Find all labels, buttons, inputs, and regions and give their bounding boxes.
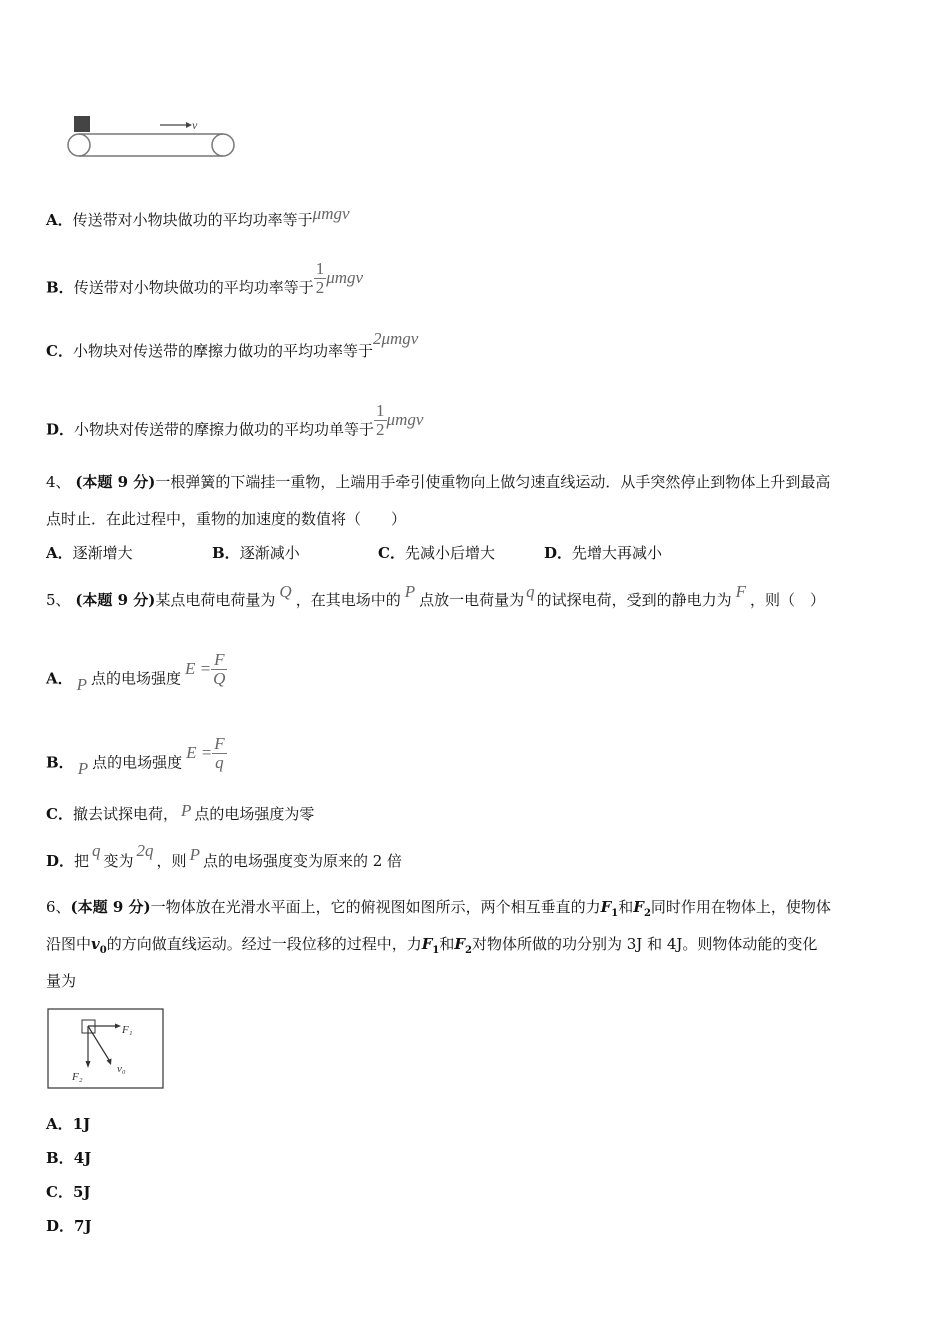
q4-option-a: A．逐渐增大 <box>46 544 133 562</box>
block <box>74 116 90 132</box>
svg-text:v₀: v₀ <box>117 1063 126 1075</box>
q3-option-c: C．小物块对传送带的摩擦力做功的平均功率等于2μmgv <box>46 329 419 360</box>
q5-option-b: B． P 点的电场强度E = $\frac{F}{q}$ <box>46 734 225 778</box>
q6-stem-line3: 量为 <box>46 972 77 990</box>
left-roller <box>68 134 90 156</box>
q6-option-a: A．1J <box>46 1115 91 1133</box>
q6-stem-line1: 6、(本题 9 分)一物体放在光滑水平面上，它的俯视图如图所示，两个相互垂直的力$F_1$和$F_2$同时作用在物体上，使物体 <box>46 898 831 919</box>
right-roller <box>212 134 234 156</box>
q3-option-d: D．小物块对传送带的摩擦力做功的平均功单等于 $\frac{1}{2}$ μmgv <box>46 401 424 439</box>
q4-option-b: B．逐渐减小 <box>212 544 300 562</box>
q6-option-d: D．7J <box>46 1217 92 1235</box>
svg-text:F₂: F₂ <box>72 1071 83 1083</box>
velocity-label: v <box>192 118 198 132</box>
force-diagram <box>47 1008 165 1090</box>
q6-stem-line2: 沿图中$v_0$的方向做直线运动。经过一段位移的过程中，力$F_1$和$F_2$对物体所做的功分别为 3J 和 4J。则物体动能的变化 <box>46 935 818 956</box>
q3-option-b: B．传送带对小物块做功的平均功率等于 $\frac{1}{2}$ μmgv <box>46 259 364 297</box>
q4-option-d: D．先增大再减小 <box>544 544 663 562</box>
v0-arrow <box>88 1026 109 1060</box>
q4-stem-line1: 4、 (本题 9 分)一根弹簧的下端挂一重物，上端用手牵引使重物向上做匀速直线运动．从手突然停止到物体上升到最高 <box>46 473 831 491</box>
svg-text:F₁: F₁ <box>122 1024 133 1036</box>
q6-option-b: B．4J <box>46 1149 92 1167</box>
q5-option-a: A． P 点的电场强度E = $\frac{F}{Q}$ <box>46 650 226 694</box>
conveyor-belt-diagram <box>60 110 250 165</box>
q3-option-a: A．传送带对小物块做功的平均功率等于μmgv <box>46 204 350 229</box>
q5-option-d: D．把q变为2q，则 P 点的电场强度变为原来的 2 倍 <box>46 841 403 870</box>
q4-option-c: C．先减小后增大 <box>378 544 495 562</box>
q6-option-c: C．5J <box>46 1183 91 1201</box>
q5-stem: 5、 (本题 9 分)某点电荷电荷量为 Q ，在其电场中的 P 点放一电荷量为 q 的试探电荷，受到的静电力为 F ，则（ ） <box>46 582 826 609</box>
q4-options <box>46 543 746 563</box>
q4-stem-line2: 点时止．在此过程中，重物的加速度的数值将（ ） <box>46 510 407 528</box>
q5-option-c: C．撤去试探电荷， P 点的电场强度为零 <box>46 801 315 823</box>
